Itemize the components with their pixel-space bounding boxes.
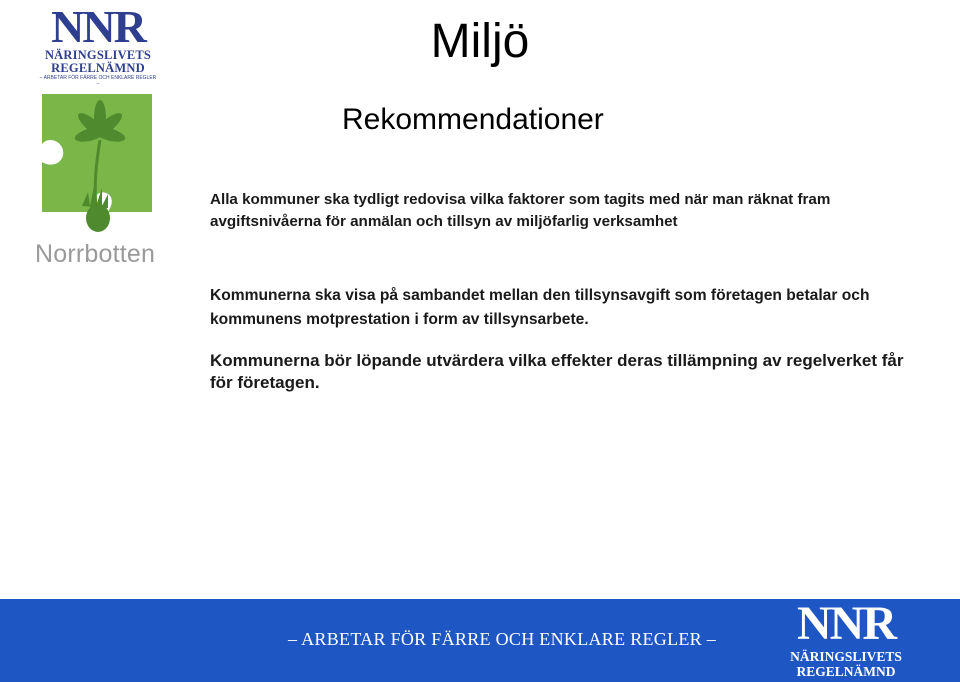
- footer-logo-abbr: NNR: [797, 597, 895, 650]
- norrbotten-label: Norrbotten: [35, 240, 156, 268]
- nnr-logo-tagline: – ARBETAR FÖR FÄRRE OCH ENKLARE REGLER –: [39, 75, 157, 87]
- recommendation-paragraph-2: Kommunerna ska visa på sambandet mellan den tillsynsavgift som företagen betalar och kommunens motprestation i form av tillsynsarbete.: [210, 287, 870, 328]
- recommendation-paragraph-1: Alla kommuner ska tydligt redovisa vilka faktorer som tagits med när man räknat fram avgiftsnivåerna för anmälan och tillsyn av miljöfarlig verksamhet: [210, 191, 831, 230]
- norrbotten-plant-logo-icon: [34, 94, 158, 244]
- footer-tagline: – ARBETAR FÖR FÄRRE OCH ENKLARE REGLER –: [288, 629, 717, 649]
- recommendation-paragraph-3: Kommunerna bör löpande utvärdera vilka effekter deras tillämpning av regelverket får för företagen.: [210, 351, 904, 392]
- page-title: Miljö: [430, 15, 530, 68]
- footer-bar: [0, 599, 960, 682]
- page-subtitle: Rekommendationer: [342, 103, 604, 136]
- footer-logo-line2: REGELNÄMND: [796, 664, 896, 679]
- footer-logo-line1: NÄRINGSLIVETS: [790, 649, 902, 664]
- nnr-logo-line2: REGELNÄMND: [51, 61, 145, 75]
- nnr-logo-footer: [776, 597, 916, 681]
- nnr-logo-abbr: NNR: [51, 1, 145, 52]
- nnr-logo-line1: NÄRINGSLIVETS: [44, 48, 152, 62]
